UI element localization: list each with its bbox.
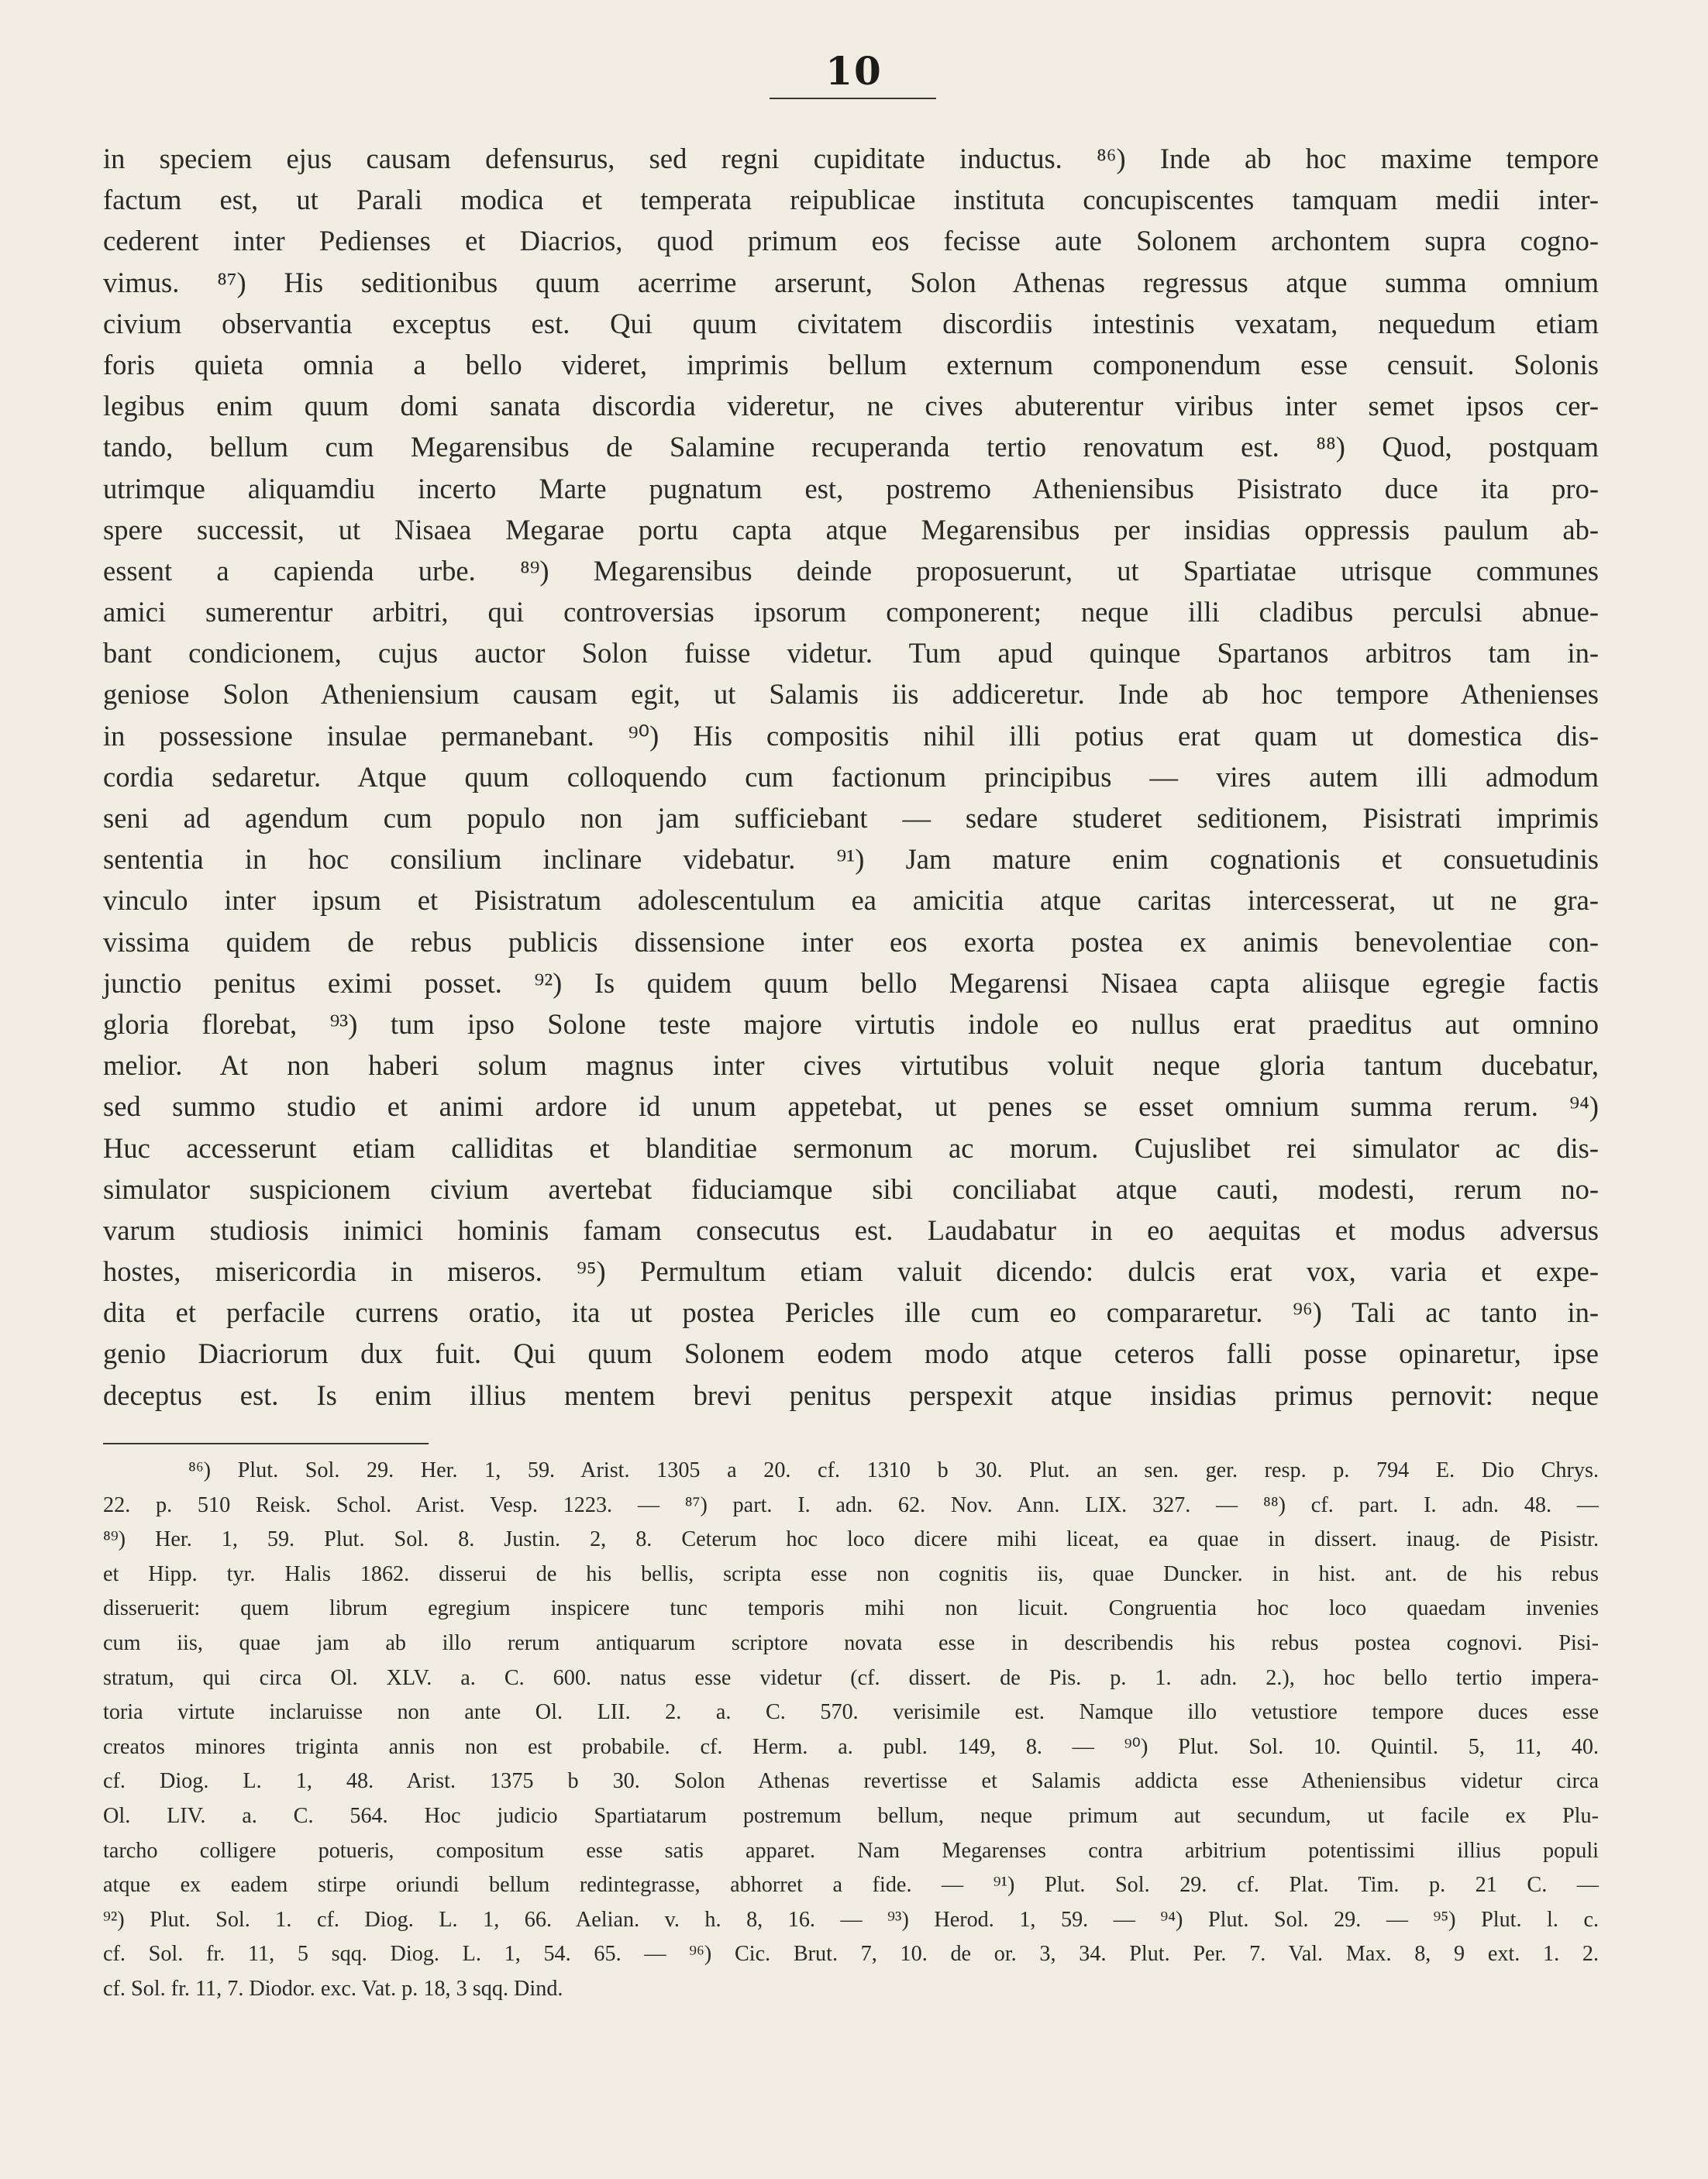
page-number-rule bbox=[770, 98, 936, 99]
body-line: varum studiosis inimici hominis famam consecutus est. Laudabatur in eo aequitas et modus adversus bbox=[103, 1213, 1599, 1246]
footnote-line: et Hipp. tyr. Halis 1862. disserui de his bellis, scripta esse non cognitis iis, quae Duncker. in hist. ant. de his rebus bbox=[103, 1561, 1599, 1586]
body-line: vinculo inter ipsum et Pisistratum adolescentulum ea amicitia atque caritas intercesserat, ut ne gra- bbox=[103, 884, 1599, 917]
body-line: seni ad agendum cum populo non jam sufficiebant — sedare studeret seditionem, Pisistrati imprimis bbox=[103, 802, 1599, 834]
body-line: sententia in hoc consilium inclinare videbatur. ⁹¹) Jam mature enim cognationis et consuetudinis bbox=[103, 843, 1599, 876]
body-line: tando, bellum cum Megarensibus de Salamine recuperanda tertio renovatum est. ⁸⁸) Quod, postquam bbox=[103, 431, 1599, 463]
body-line: amici sumerentur arbitri, qui controversias ipsorum componerent; neque illi cladibus perculsi abnue- bbox=[103, 596, 1599, 628]
footnote-line: ⁹²) Plut. Sol. 1. cf. Diog. L. 1, 66. Aelian. v. h. 8, 16. — ⁹³) Herod. 1, 59. — ⁹⁴) Plut. Sol. 29. — ⁹⁵) Plut. l. c. bbox=[103, 1907, 1599, 1932]
body-line: civium observantia exceptus est. Qui quum civitatem discordiis intestinis vexatam, nequedum etiam bbox=[103, 307, 1599, 339]
footnote-line: 22. p. 510 Reisk. Schol. Arist. Vesp. 1223. — ⁸⁷) part. I. adn. 62. Nov. Ann. LIX. 327. — ⁸⁸) cf. part. I. adn. 48. — bbox=[103, 1492, 1599, 1517]
body-line: junctio penitus eximi posset. ⁹²) Is quidem quum bello Megarensi Nisaea capta aliisque egregie factis bbox=[103, 966, 1599, 999]
page-number: 10 bbox=[825, 48, 883, 94]
footnote-line: creatos minores triginta annis non est probabile. cf. Herm. a. publ. 149, 8. — ⁹⁰) Plut. Sol. 10. Quintil. 5, 11, 40. bbox=[103, 1734, 1599, 1759]
footnote-separator bbox=[103, 1443, 429, 1444]
body-line: melior. At non haberi solum magnus inter cives virtutibus voluit neque gloria tantum ducebatur, bbox=[103, 1049, 1599, 1082]
body-line: hostes, misericordia in miseros. ⁹⁵) Permultum etiam valuit dicendo: dulcis erat vox, varia et expe- bbox=[103, 1255, 1599, 1288]
footnote-line: disseruerit: quem librum egregium inspicere tunc temporis mihi non licuit. Congruentia hoc loco quaedam invenies bbox=[103, 1596, 1599, 1621]
body-line: cederent inter Pedienses et Diacrios, quod primum eos fecisse aute Solonem archontem supra cogno- bbox=[103, 225, 1599, 257]
main-text bbox=[103, 138, 1599, 1416]
footnote-line: stratum, qui circa Ol. XLV. a. C. 600. natus esse videtur (cf. dissert. de Pis. p. 1. adn. 2.), hoc bello tertio impera- bbox=[103, 1665, 1599, 1690]
footnote-line: cf. Sol. fr. 11, 7. Diodor. exc. Vat. p. 18, 3 sqq. Dind. bbox=[103, 1976, 563, 2001]
footnote-line: tarcho colligere potueris, compositum esse satis apparet. Nam Megarenses contra arbitrium potentissimi illius populi bbox=[103, 1838, 1599, 1863]
body-line: Huc accesserunt etiam calliditas et blanditiae sermonum ac morum. Cujuslibet rei simulator ac dis- bbox=[103, 1131, 1599, 1164]
body-line: legibus enim quum domi sanata discordia videretur, ne cives abuterentur viribus inter semet ipsos cer- bbox=[103, 390, 1599, 422]
body-line: essent a capienda urbe. ⁸⁹) Megarensibus deinde proposuerunt, ut Spartiatae utrisque communes bbox=[103, 554, 1599, 587]
footnote-line: Ol. LIV. a. C. 564. Hoc judicio Spartiatarum postremum bellum, neque primum aut secundum, ut facile ex Plu- bbox=[103, 1803, 1599, 1828]
body-line: simulator suspicionem civium avertebat fiduciamque sibi conciliabat atque cauti, modesti, rerum no- bbox=[103, 1172, 1599, 1205]
footnote-line: toria virtute inclaruisse non ante Ol. LII. 2. a. C. 570. verisimile est. Namque illo vetustiore tempore duces esse bbox=[103, 1700, 1599, 1725]
body-line: vissima quidem de rebus publicis dissensione inter eos exorta postea ex animis benevolentiae con- bbox=[103, 925, 1599, 958]
body-line: gloria florebat, ⁹³) tum ipso Solone teste majore virtutis indole eo nullus erat praeditus aut omnino bbox=[103, 1007, 1599, 1040]
footnote-line: ⁸⁹) Her. 1, 59. Plut. Sol. 8. Justin. 2, 8. Ceterum hoc loco dicere mihi liceat, ea quae in dissert. inaug. de Pisistr. bbox=[103, 1527, 1599, 1552]
footnotes bbox=[103, 1454, 1599, 2007]
body-line: dita et perfacile currens oratio, ita ut postea Pericles ille cum eo compararetur. ⁹⁶) Tali ac tanto in- bbox=[103, 1296, 1599, 1329]
body-line: utrimque aliquamdiu incerto Marte pugnatum est, postremo Atheniensibus Pisistrato duce ita pro- bbox=[103, 472, 1599, 504]
body-line: in speciem ejus causam defensurus, sed regni cupiditate inductus. ⁸⁶) Inde ab hoc maxime tempore bbox=[103, 143, 1599, 174]
footnote-line: atque ex eadem stirpe oriundi bellum redintegrasse, abhorret a fide. — ⁹¹) Plut. Sol. 29. cf. Plat. Tim. p. 21 C. — bbox=[103, 1873, 1599, 1898]
body-line: vimus. ⁸⁷) His seditionibus quum acerrime arserunt, Solon Athenas regressus atque summa omnium bbox=[103, 266, 1599, 298]
body-line: geniose Solon Atheniensium causam egit, ut Salamis iis addiceretur. Inde ab hoc tempore Athenienses bbox=[103, 678, 1599, 711]
body-line: factum est, ut Parali modica et temperata reipublicae instituta concupiscentes tamquam medii inter- bbox=[103, 184, 1599, 216]
footnote-line: cum iis, quae jam ab illo rerum antiquarum scriptore novata esse in describendis his rebus postea cognovi. Pisi- bbox=[103, 1630, 1599, 1655]
body-line: bant condicionem, cujus auctor Solon fuisse videtur. Tum apud quinque Spartanos arbitros tam in- bbox=[103, 637, 1599, 670]
body-line: sed summo studio et animi ardore id unum appetebat, ut penes se esset omnium summa rerum. ⁹⁴) bbox=[103, 1090, 1599, 1123]
body-line: foris quieta omnia a bello videret, imprimis bellum externum componendum esse censuit. Solonis bbox=[103, 348, 1599, 380]
body-line: in possessione insulae permanebant. ⁹⁰) His compositis nihil illi potius erat quam ut domestica dis- bbox=[103, 719, 1599, 752]
body-line: genio Diacriorum dux fuit. Qui quum Solonem eodem modo atque ceteros falli posse opinaretur, ipse bbox=[103, 1337, 1599, 1370]
body-line: cordia sedaretur. Atque quum colloquendo cum factionum principibus — vires autem illi admodum bbox=[103, 760, 1599, 793]
footnote-line: cf. Diog. L. 1, 48. Arist. 1375 b 30. Solon Athenas revertisse et Salamis addicta esse Atheniensibus videtur circa bbox=[103, 1769, 1599, 1794]
footnote-line: ⁸⁶) Plut. Sol. 29. Her. 1, 59. Arist. 1305 a 20. cf. 1310 b 30. Plut. an sen. ger. resp. p. 794 E. Dio Chrys. bbox=[188, 1458, 1599, 1482]
body-line: spere successit, ut Nisaea Megarae portu capta atque Megarensibus per insidias oppressis paulum ab- bbox=[103, 513, 1599, 546]
body-line: deceptus est. Is enim illius mentem brevi penitus perspexit atque insidias primus pernovit: neque bbox=[103, 1379, 1599, 1411]
footnote-line: cf. Sol. fr. 11, 5 sqq. Diog. L. 1, 54. 65. — ⁹⁶) Cic. Brut. 7, 10. de or. 3, 34. Plut. Per. 7. Val. Max. 8, 9 ext. 1. 2. bbox=[103, 1942, 1599, 1967]
